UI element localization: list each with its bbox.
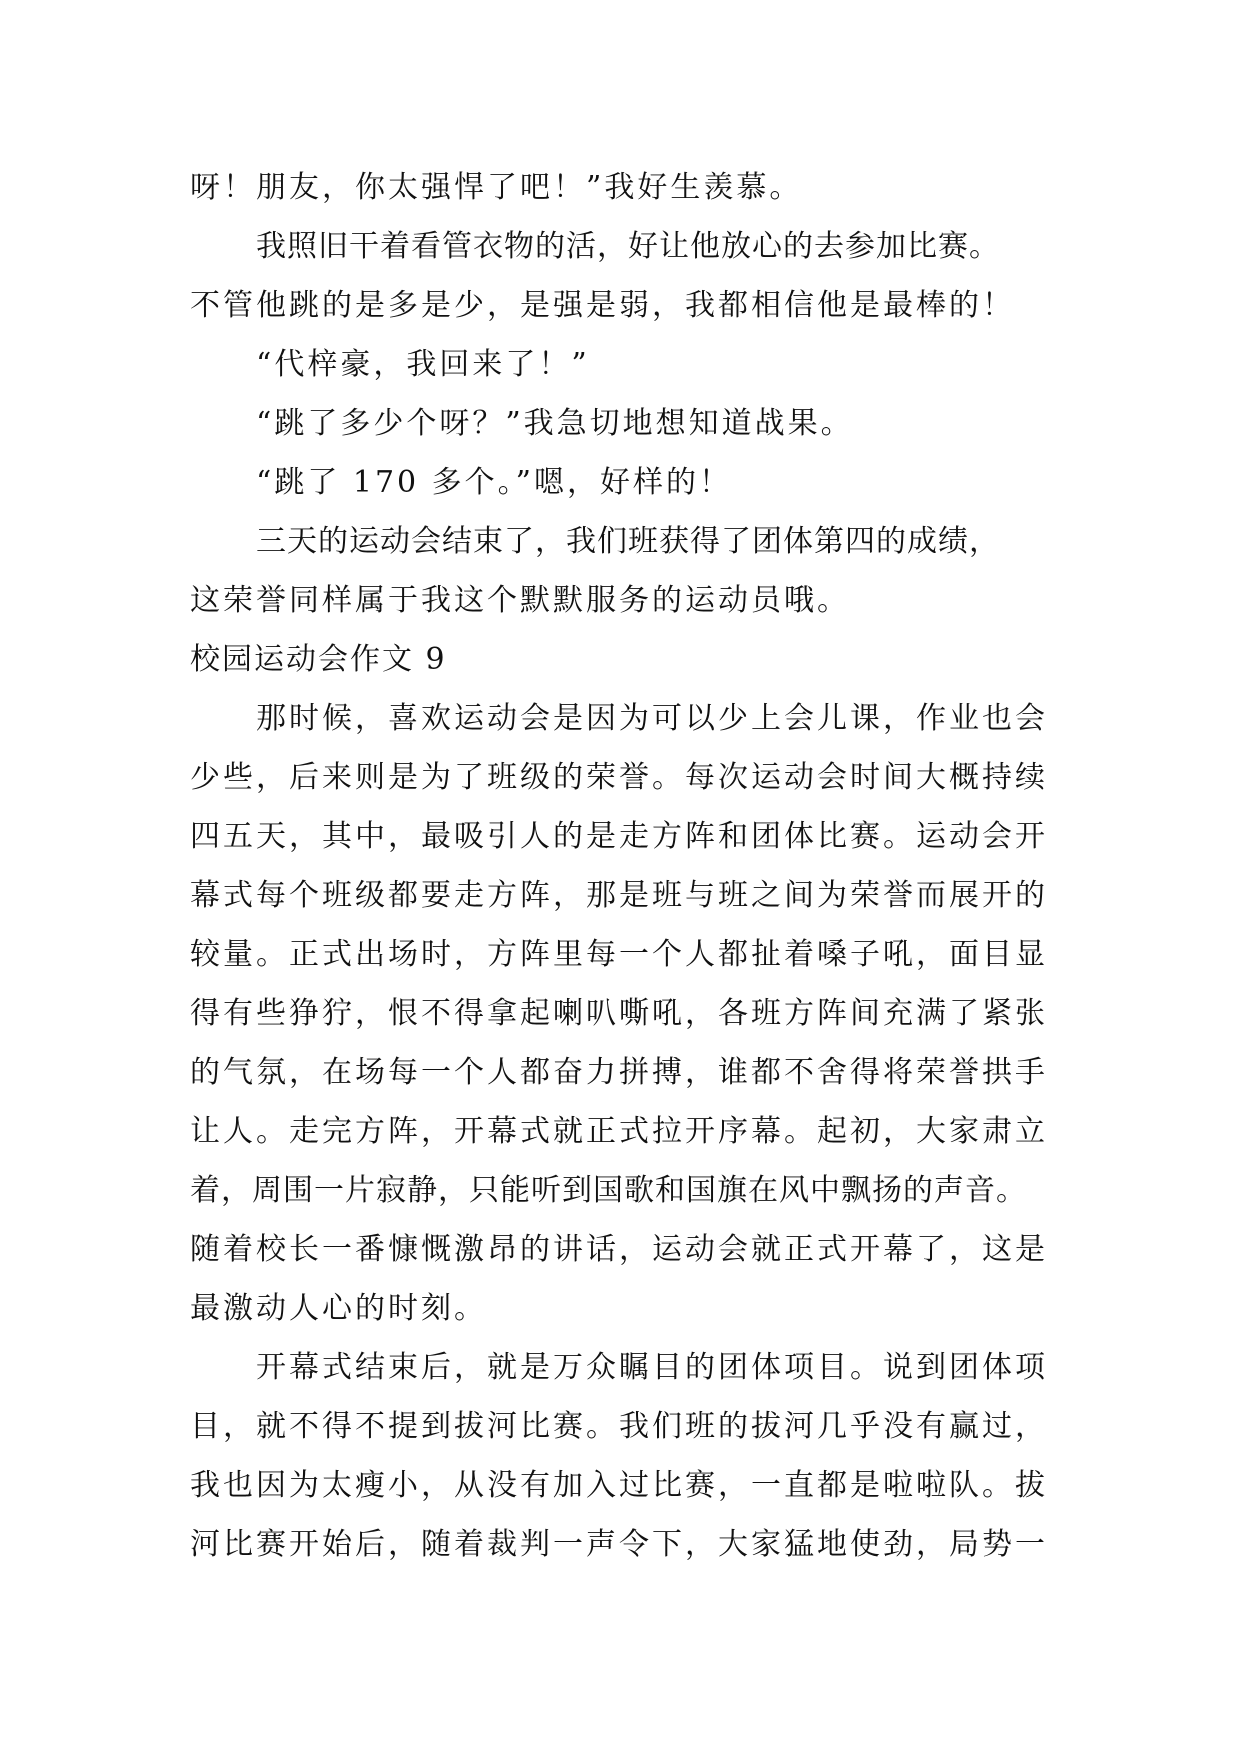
text-line: 河比赛开始后，随着裁判一声令下，大家猛地使劲，局势一 bbox=[190, 1527, 1048, 1562]
paragraph-start: 那时候，喜欢运动会是因为可以少上会儿课，作业也会 bbox=[256, 701, 1048, 736]
paragraph-start: 开幕式结束后，就是万众瞩目的团体项目。说到团体项 bbox=[256, 1350, 1048, 1385]
section-heading: 校园运动会作文 9 bbox=[190, 642, 447, 677]
text-line: 呀！朋友，你太强悍了吧！”我好生羡慕。 bbox=[190, 170, 803, 205]
paragraph-start: “代梓豪，我回来了！” bbox=[256, 347, 590, 382]
text-line: 幕式每个班级都要走方阵，那是班与班之间为荣誉而展开的 bbox=[190, 878, 1048, 913]
essay-text bbox=[190, 158, 1070, 1574]
paragraph-start: 我照旧干着看管衣物的活，好让他放心的去参加比赛。 bbox=[256, 229, 1000, 264]
text-line: 随着校长一番慷慨激昂的讲话，运动会就正式开幕了，这是 bbox=[190, 1232, 1048, 1267]
text-line: 较量。正式出场时，方阵里每一个人都扯着嗓子吼，面目显 bbox=[190, 937, 1048, 972]
text-line: 得有些狰狞，恨不得拿起喇叭嘶吼，各班方阵间充满了紧张 bbox=[190, 996, 1048, 1031]
text-line: 少些，后来则是为了班级的荣誉。每次运动会时间大概持续 bbox=[190, 760, 1048, 795]
paragraph-start: 三天的运动会结束了，我们班获得了团体第四的成绩， bbox=[256, 524, 1000, 559]
text-line: 的气氛，在场每一个人都奋力拼搏，谁都不舍得将荣誉拱手 bbox=[190, 1055, 1048, 1090]
text-line: 最激动人心的时刻。 bbox=[190, 1291, 487, 1326]
paragraph-start: “跳了 170 多个。”嗯，好样的！ bbox=[256, 465, 733, 500]
text-line: 不管他跳的是多是少，是强是弱，我都相信他是最棒的！ bbox=[190, 288, 1015, 323]
text-line: 我也因为太瘦小，从没有加入过比赛，一直都是啦啦队。拔 bbox=[190, 1468, 1048, 1503]
text-line: 四五天，其中，最吸引人的是走方阵和团体比赛。运动会开 bbox=[190, 819, 1048, 854]
text-line: 让人。走完方阵，开幕式就正式拉开序幕。起初，大家肃立 bbox=[190, 1114, 1048, 1149]
text-line: 这荣誉同样属于我这个默默服务的运动员哦。 bbox=[190, 583, 850, 618]
text-line: 着，周围一片寂静，只能听到国歌和国旗在风中飘扬的声音。 bbox=[190, 1173, 1027, 1208]
text-line: 目，就不得不提到拔河比赛。我们班的拔河几乎没有赢过， bbox=[190, 1409, 1048, 1444]
paragraph-start: “跳了多少个呀？”我急切地想知道战果。 bbox=[256, 406, 854, 441]
